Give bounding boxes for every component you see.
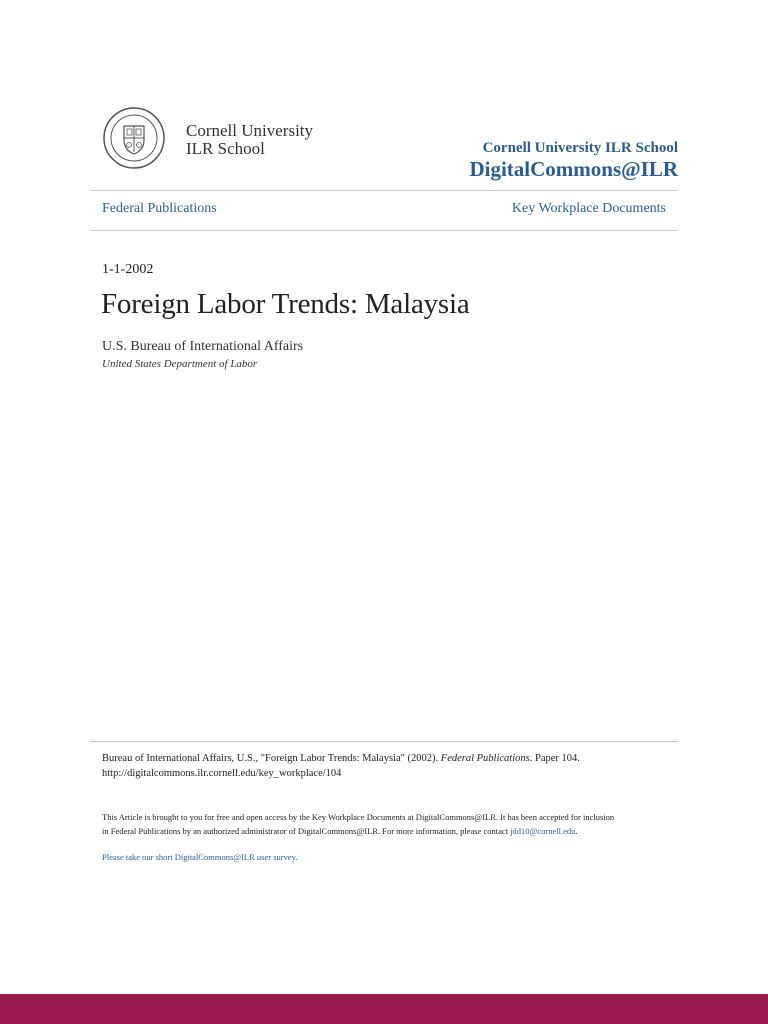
citation-series: Federal Publications xyxy=(440,753,530,764)
nav-divider xyxy=(90,230,678,231)
footer-bar xyxy=(0,994,768,1024)
author-affiliation: United States Department of Labor xyxy=(102,358,258,370)
digitalcommons-heading[interactable]: DigitalCommons@ILR xyxy=(469,157,678,181)
ilr-school-heading[interactable]: Cornell University ILR School xyxy=(482,140,678,156)
publication-date: 1-1-2002 xyxy=(102,262,154,277)
citation-block xyxy=(102,751,672,781)
citation-divider xyxy=(90,741,678,742)
page-header xyxy=(90,100,678,190)
contact-email-link[interactable]: jdd10@cornell.edu xyxy=(510,826,576,836)
notice-line-2: in Federal Publications by an authorized administrator of DigitalCommons@ILR. For more information, please contact xyxy=(102,826,509,836)
logo-line-university: Cornell University xyxy=(186,121,314,140)
access-notice xyxy=(102,810,677,838)
notice-line-2-end: . xyxy=(575,826,578,836)
notice-line-1: This Article is brought to you for free and open access by the Key Workplace Documents at DigitalCommons@ILR. It has been accepted for inclusion xyxy=(102,812,615,822)
user-survey-link[interactable]: Please take our short DigitalCommons@ILR user survey. xyxy=(102,852,298,862)
citation-url: http://digitalcommons.ilr.cornell.edu/key_workplace/104 xyxy=(102,768,342,779)
article-author: U.S. Bureau of International Affairs xyxy=(102,339,304,354)
federal-publications-link[interactable]: Federal Publications xyxy=(102,201,217,216)
cornell-ilr-logo-text xyxy=(186,122,313,158)
digitalcommons-branding[interactable] xyxy=(469,139,678,181)
cornell-seal-icon xyxy=(102,106,166,170)
citation-paper: . Paper 104. xyxy=(529,753,580,764)
logo-line-school: ILR School xyxy=(186,139,265,158)
key-workplace-documents-link[interactable]: Key Workplace Documents xyxy=(511,201,666,216)
header-divider xyxy=(90,190,678,191)
citation-text: Bureau of International Affairs, U.S., "Foreign Labor Trends: Malaysia" (2002). xyxy=(102,753,439,764)
article-title: Foreign Labor Trends: Malaysia xyxy=(101,288,470,320)
